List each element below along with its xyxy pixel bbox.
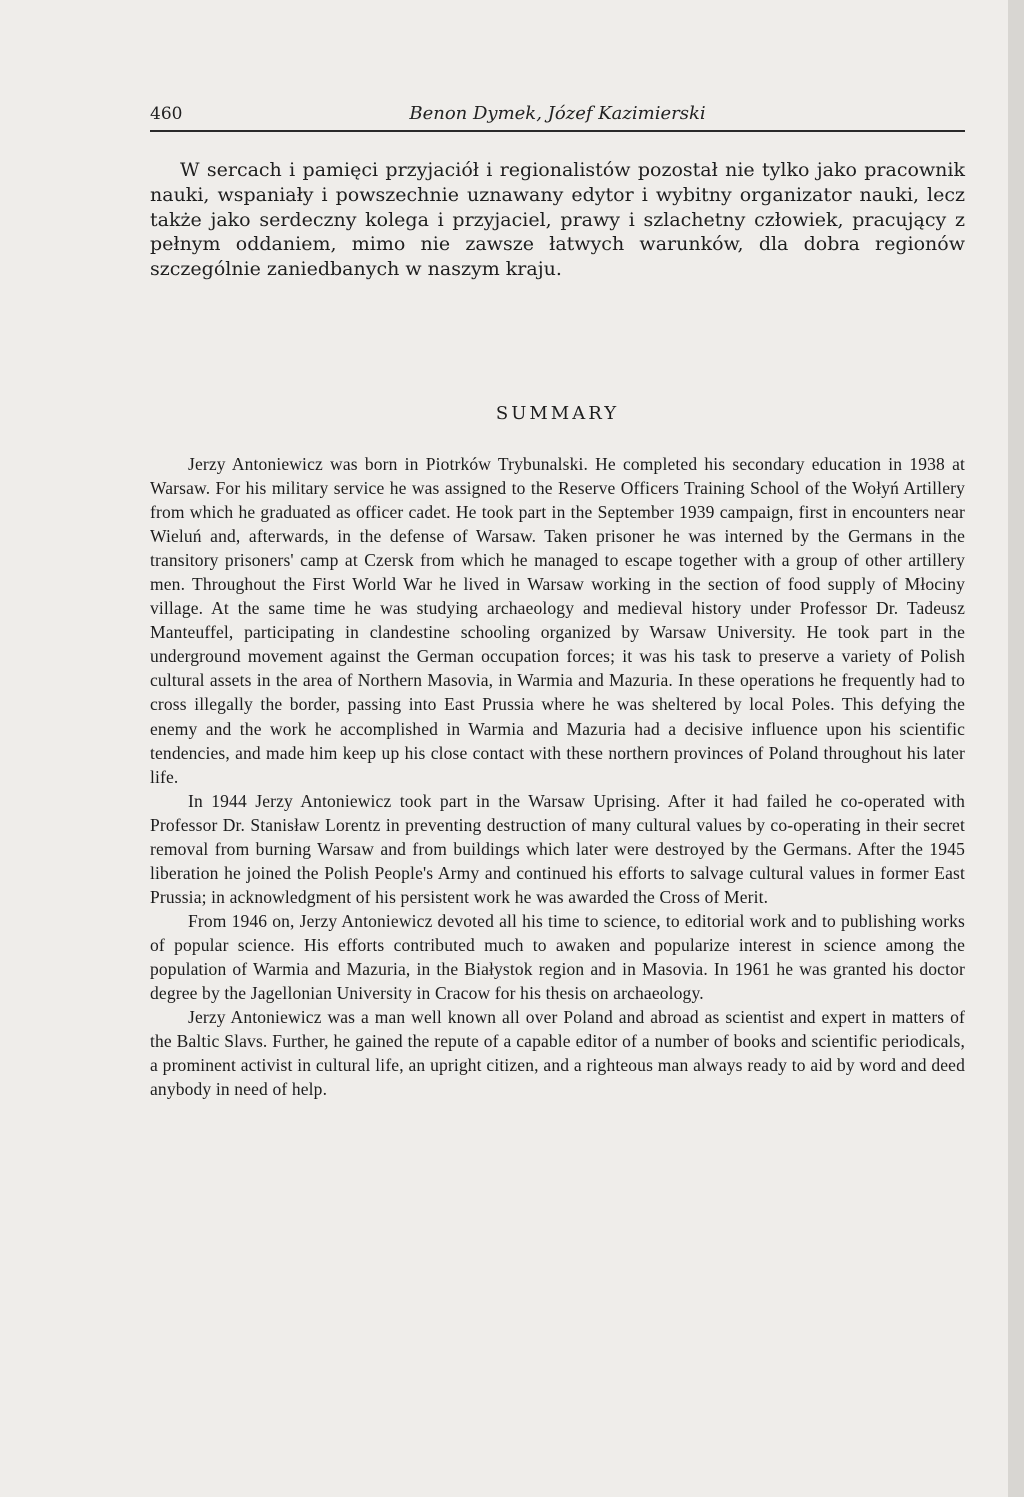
page-number: 460 [150,104,183,124]
summary-paragraph: In 1944 Jerzy Antoniewicz took part in the Warsaw Uprising. After it had failed he co-operated with Professor Dr. Stanisław Lorentz in preventing destruction of many cultural values by co-operating in their secret removal from burning Warsaw and from buildings which later were destroyed by the Germans. After the 1945 liberation he joined the Polish People's Army and continued his efforts to salvage cultural values in former East Prussia; in acknowledgment of his persistent work he was awarded the Cross of Merit. [150,790,965,907]
page-edge [1008,0,1024,1497]
intro-paragraph: W sercach i pamięci przyjaciół i regionalistów pozostał nie tylko jako pracownik nauki, wspaniały i powszechnie uznawany edytor i wybitny organizator nauki, lecz także jako serdeczny kolega i przyjaciel, prawy i szlachetny człowiek, pracujący z pełnym oddaniem, mimo nie zawsze łatwych warunków, dla dobra regionów szczególnie zaniedbanych w naszym kraju. [150,159,965,281]
summary-body [150,452,965,1101]
summary-paragraph: From 1946 on, Jerzy Antoniewicz devoted all his time to science, to editorial work and to publishing works of popular science. His efforts contributed much to awaken and popularize interest in science among the population of Warmia and Mazuria, in the Białystok region and in Masovia. In 1961 he was granted his doctor degree by the Jagellonian University in Cracow for his thesis on archaeology. [150,910,965,1004]
page-header [150,100,965,132]
summary-heading: SUMMARY [495,403,620,424]
summary-paragraph: Jerzy Antoniewicz was born in Piotrków Trybunalski. He completed his secondary education in 1938 at Warsaw. For his military service he was assigned to the Reserve Officers Training School of the Wołyń Artillery from which he graduated as officer cadet. He took part in the September 1939 campaign, first in encounters near Wieluń and, afterwards, in the defense of Warsaw. Taken prisoner he was interned by the Germans in the transitory prisoners' camp at Czersk from which he managed to escape together with a group of other artillery men. Throughout the First World War he lived in Warsaw working in the section of food supply of Młociny village. At the same time he was studying archaeology and medieval history under Professor Dr. Tadeusz Manteuffel, participating in clandestine schooling organized by Warsaw University. He took part in the underground movement against the German occupation forces; it was his task to preserve a variety of Polish cultural assets in the area of Northern Masovia, in Warmia and Mazuria. In these operations he frequently had to cross illegally the border, passing into East Prussia where he was sheltered by local Poles. This defying the enemy and the work he accomplished in Warmia and Mazuria had a decisive influence upon his scientific tendencies, and made him keep up his close contact with these northern provinces of Poland throughout his later life. [150,454,965,787]
running-head: Benon Dymek, Józef Kazimierski [409,103,706,124]
summary-paragraph: Jerzy Antoniewicz was a man well known all over Poland and abroad as scientist and expert in matters of the Baltic Slavs. Further, he gained the repute of a capable editor of a number of books and scientific periodicals, a prominent activist in cultural life, an upright citizen, and a righteous man always ready to aid by word and deed anybody in need of help. [150,1007,965,1100]
